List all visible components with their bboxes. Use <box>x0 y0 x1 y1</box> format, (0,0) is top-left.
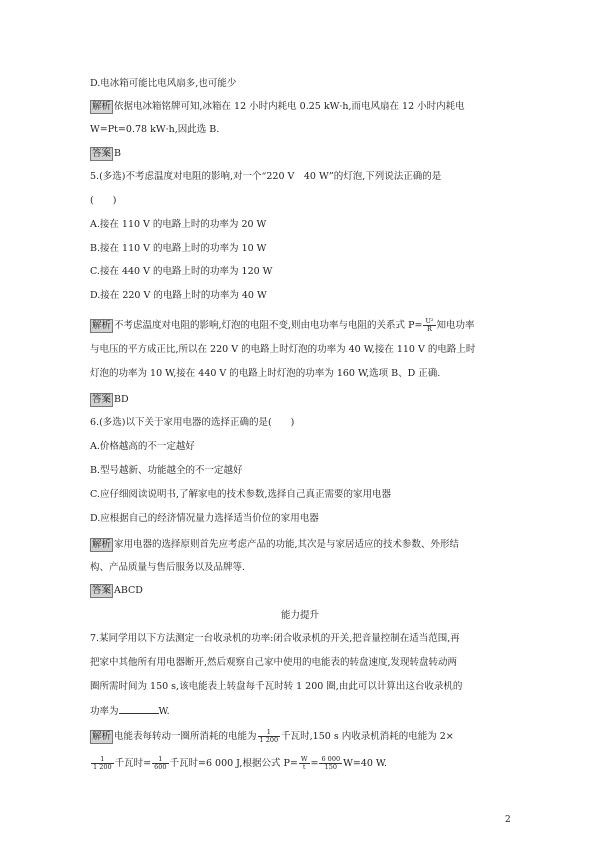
formula-fraction: $\frac{1}{1 200}$ <box>93 755 112 771</box>
q6-analysis-line-2: 构、产品质量与售后服务以及品牌等. <box>90 562 246 573</box>
answer-blank <box>119 703 159 714</box>
analysis-tag: 解析 <box>92 320 112 331</box>
q6-option-c: C.应仔细阅读说明书,了解家电的技术参数,选择自己真正需要的家用电器 <box>90 489 391 500</box>
q4-answer: 答案 B <box>92 148 121 159</box>
q7-analysis-line-1: 解析 电能表每转动一圈所消耗的电能为 $\frac{1}{1 200}$ 千瓦时,150 s 内收录机消耗的电能为 2× <box>92 728 454 744</box>
q6-option-b: B.型号越新、功能越全的不一定越好 <box>90 465 243 476</box>
section-title: 能力提升 <box>280 610 319 621</box>
q6-option-d: D.应根据自己的经济情况量力选择适当价位的家用电器 <box>90 513 319 524</box>
q6-analysis-line-1: 解析 家用电器的选择原则首先应考虑产品的功能,其次是与家居适应的技术参数、外形结 <box>92 539 460 550</box>
answer-tag: 答案 <box>92 394 112 405</box>
q5-answer: 答案 BD <box>92 394 129 405</box>
answer-tag: 答案 <box>92 148 112 159</box>
q7-stem-line-3: 圈所需时间为 150 s,该电能表上转盘每千瓦时转 1 200 圈,由此可以计算出这台收录机的 <box>90 681 463 692</box>
formula-fraction: $\frac{1}{600}$ <box>154 755 167 771</box>
q5-analysis-line-1: 解析 不考虑温度对电阻的影响,灯泡的电阻不变,则由电功率与电阻的关系式 P= $\frac{\text{U²}}{R}$ 知电功率 <box>92 317 475 333</box>
q7-analysis-line-2: $\frac{1}{1 200}$ 千瓦时= $\frac{1}{600}$ 千瓦时=6 000 J,根据公式 P= $\frac{W}{t}$ = $\frac{6 000}{150}$ W=40 W. <box>93 755 388 771</box>
q5-analysis-line-3: 灯泡的功率为 10 W,接在 440 V 的电路上时灯泡的功率为 160 W,选项 B、D 正确. <box>90 368 441 379</box>
q7-stem-line-4: 功率为 W. <box>90 703 170 719</box>
q6-option-a: A.价格越高的不一定越好 <box>90 441 195 452</box>
q5-stem: 5.(多选)不考虑温度对电阻的影响,对一个“220 V 40 W”的灯泡,下列说法正确的是 <box>90 171 442 182</box>
analysis-tag: 解析 <box>92 539 112 550</box>
answer-tag: 答案 <box>92 585 112 596</box>
q7-stem-line-1: 7.某同学用以下方法测定一台收录机的功率:闭合收录机的开关,把音量控制在适当范围,再 <box>90 633 460 644</box>
q4-analysis-line-2: W=Pt=0.78 kW·h,因此选 B. <box>90 124 220 135</box>
prev-option-d: D.电冰箱可能比电风扇多,也可能少 <box>90 78 237 89</box>
q7-stem-line-2: 把家中其他所有用电器断开,然后观察自己家中使用的电能表的转盘速度,发现转盘转动两 <box>90 657 458 668</box>
q5-option-d: D.接在 220 V 的电路上时的功率为 40 W <box>90 290 267 301</box>
formula-fraction: $\frac{1}{1 200}$ <box>259 728 279 744</box>
formula-fraction: $\frac{W}{t}$ <box>300 755 308 771</box>
formula-fraction: $\frac{6 000}{150}$ <box>321 755 341 771</box>
q5-option-c: C.接在 440 V 的电路上时的功率为 120 W <box>90 266 273 277</box>
q5-analysis-line-2: 与电压的平方成正比,所以在 220 V 的电路上时灯泡的功率为 40 W,接在 110 V 的电路上时 <box>90 344 476 355</box>
q6-stem: 6.(多选)以下关于家用电器的选择正确的是( ) <box>90 417 295 428</box>
page-number: 2 <box>505 815 511 825</box>
q5-option-a: A.接在 110 V 的电路上时的功率为 20 W <box>90 219 267 230</box>
formula-fraction: $\frac{\text{U²}}{R}$ <box>425 317 434 333</box>
q5-option-b: B.接在 110 V 的电路上时的功率为 10 W <box>90 243 267 254</box>
q6-answer: 答案 ABCD <box>92 585 143 596</box>
q4-analysis-line-1: 解析 依据电冰箱铭牌可知,冰箱在 12 小时内耗电 0.25 kW·h,而电风扇在 12 小时内耗电 <box>92 101 465 112</box>
analysis-tag: 解析 <box>92 731 112 742</box>
q5-paren: ( ) <box>90 195 117 206</box>
analysis-tag: 解析 <box>92 101 112 112</box>
